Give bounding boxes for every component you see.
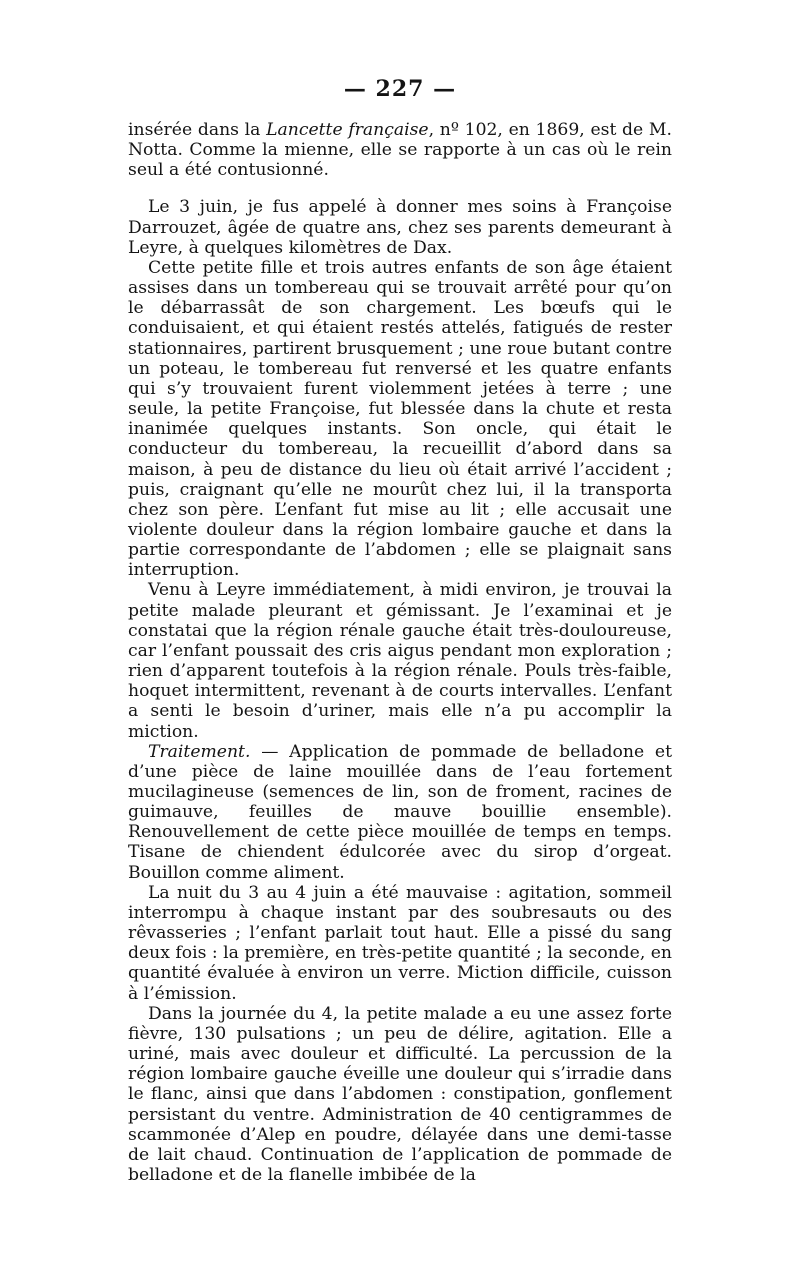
- text-run: — Application de pommade de belladone et d’une pièce de laine mouillée dans de l’eau fortement mucilagineuse (semences de lin, son de froment, racines de guimauve, feuilles de mauve bouillie ensemble). Renouvellement de cette pièce mouillée de temps en temps. Tisane de chiendent édulcorée avec du sirop d’orgeat. Bouillon comme aliment.: [128, 741, 672, 883]
- paragraph-accident: [128, 258, 672, 581]
- paragraph-treatment: [128, 742, 672, 883]
- journal-title: Lancette française: [266, 120, 429, 140]
- page-number: — 227 —: [343, 76, 457, 102]
- text-run: Dans la journée du 4, la petite malade a eu une assez forte fièvre, 130 pulsations ; un peu de délire, agitation. Elle a uriné, mais avec douleur et difficulté. La percussion de la région lombaire gauche éveille une douleur qui s’irradie dans le flanc, ainsi que dans l’abdomen : constipation, gonflement persistant du ventre. Administration de 40 centigrammes de scammonée d’Alep en poudre, délayée dans une demi-tasse de lait chaud. Continuation de l’application de pommade de belladone et de la flanelle imbibée de la: [128, 1003, 672, 1185]
- text-run: Le 3 juin, je fus appelé à donner mes soins à Françoise Darrouzet, âgée de quatre ans, chez ses parents demeurant à Leyre, à quelques kilomètres de Dax.: [128, 197, 672, 258]
- paragraph-citation-continuation: [128, 120, 672, 180]
- text-run: Cette petite fille et trois autres enfants de son âge étaient assises dans un tombereau qui se trouvait arrêté pour qu’on le débarrassât de son chargement. Les bœufs qui le conduisaient, et qui étaient restés attelés, fatigués de rester stationnaires, partirent brusquement ; une roue butant contre un poteau, le tombereau fut renversé et les quatre enfants qui s’y trouvaient furent violemment jetées à terre ; une seule, la petite Françoise, fut blessée dans la chute et resta inanimée quelques instants. Son oncle, qui était le conducteur du tombereau, la recueillit d’abord dans sa maison, à peu de distance du lieu où était arrivé l’accident ; puis, craignant qu’elle ne mourût chez lui, il la transporta chez son père. L’enfant fut mise au lit ; elle accusait une violente douleur dans la région lombaire gauche et dans la partie correspondante de l’abdomen ; elle se plaignait sans interruption.: [128, 257, 672, 581]
- text-run: La nuit du 3 au 4 juin a été mauvaise : agitation, sommeil interrompu à chaque instant par des soubresauts ou des rêvasseries ; l’enfant parlait tout haut. Elle a pissé du sang deux fois : la première, en très-petite quantité ; la seconde, en quantité évaluée à environ un verre. Miction difficile, cuisson à l’émission.: [128, 882, 672, 1004]
- text-run: insérée dans la: [128, 120, 267, 140]
- text-run: Venu à Leyre immédiatement, à midi environ, je trouvai la petite malade pleurant et gémissant. Je l’examinai et je constatai que la région rénale gauche était très-douloureuse, car l’enfant poussait des cris aigus pendant mon exploration ; rien d’apparent toutefois à la région rénale. Pouls très-faible, hoquet intermittent, revenant à de courts intervalles. L’enfant a senti le besoin d’uriner, mais elle n’a pu accomplir la miction.: [128, 580, 672, 742]
- treatment-heading: Traitement.: [148, 741, 251, 762]
- paragraph-examination: [128, 580, 672, 741]
- paragraph-day-four: [128, 1004, 672, 1185]
- text-run: , nº 102, en 1869, est de M. Notta. Comme la mienne, elle se rapporte à un cas où le rein seul a été contusionné.: [128, 120, 672, 181]
- body-text: [128, 120, 672, 1185]
- paragraph-night: [128, 883, 672, 1004]
- paragraph-case-intro: [128, 197, 672, 257]
